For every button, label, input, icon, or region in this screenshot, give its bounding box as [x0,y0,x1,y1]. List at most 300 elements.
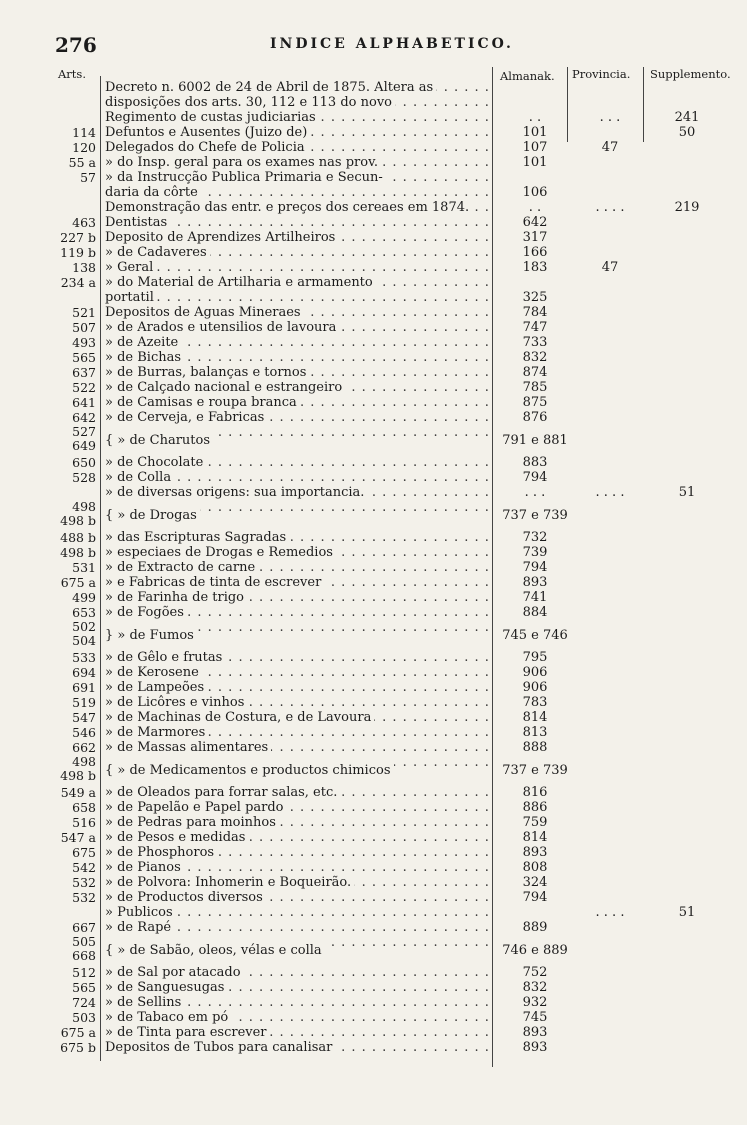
article-number: 641 [72,395,96,410]
article-number: 519 [72,695,96,710]
entry-label: » de Sellins [105,995,184,1010]
entry-text [101,470,489,485]
entry-text [101,245,489,260]
entry-label: Demonstração das entr. e preços dos cereaes em 1874. [105,200,472,215]
entry-label: » de Tabaco em pó [105,1010,231,1025]
supplemento-page [647,500,727,508]
entry-text [101,1010,489,1025]
table-row [0,485,747,500]
entry-text [101,185,489,200]
table-row [0,815,747,830]
supplemento-page: 219 [674,200,700,215]
table-row [0,800,747,815]
entry-text [101,800,489,815]
entry-text [101,125,489,140]
entry-label: » de Azeite [105,335,181,350]
entry-text [101,485,489,500]
almanak-page: 759 [522,815,548,830]
table-row [0,845,747,860]
entry-label: » de Papelão e Papel pardo [105,800,287,815]
article-number: 488 b [60,530,96,545]
entry-label: Defuntos e Ausentes (Juizo de) [105,125,310,140]
entry-label: » da Instrucção Publica Primaria e Secun- [105,170,386,185]
almanak-page: 324 [522,875,548,890]
article-number: 463 [72,215,96,230]
table-row [0,830,747,845]
article-number: 227 b [60,230,96,245]
entry-label: » de Cadaveres [105,245,210,260]
entry-label: » das Escripturas Sagradas [105,530,289,545]
almanak-page: 733 [522,335,548,350]
table-row [0,695,747,710]
entry-text [101,710,489,725]
almanak-page: 794 [522,890,548,905]
almanak-page: 816 [522,785,548,800]
article-number: 57 [80,170,96,185]
almanak-page: 317 [522,230,548,245]
table-row [0,1025,747,1040]
entry-label: » de Kerosene [105,665,202,680]
almanak-page: 794 [522,470,548,485]
table-row [0,665,747,680]
supplemento-page [647,935,727,943]
entry-label: » de Oleados para forrar salas, etc. [105,785,340,800]
entry-text [101,455,489,470]
supplemento-page: 241 [674,110,700,125]
entry-text [101,1025,489,1040]
supplemento-page: 50 [678,125,696,140]
almanak-page: 785 [522,380,548,395]
entry-text [101,875,489,890]
almanak-page: 739 [522,545,548,560]
entry-label: » de Phosphoros [105,845,217,860]
table-row [0,605,747,620]
provincia-page: . . . . [595,485,625,500]
entry-label: » de Camisas e roupa branca [105,395,300,410]
entry-label: { » de Sabão, oleos, vélas e colla [105,943,325,958]
almanak-page: 906 [522,665,548,680]
provincia-page [573,425,647,433]
entry-label: » de Marmores [105,725,208,740]
article-number: 516 [72,815,96,830]
entry-label: » de Arados e utensilios de lavoura [105,320,339,335]
entry-text [101,830,489,845]
almanak-page: 745 [522,1010,548,1025]
table-row [0,890,747,905]
provincia-page: 47 [601,140,619,155]
entry-text [101,395,489,410]
almanak-page: 741 [522,590,548,605]
almanak-page: 166 [522,245,548,260]
entry-text [101,845,489,860]
almanak-page: 642 [522,215,548,230]
entry-text [101,575,489,590]
article-number: 662 [72,740,96,755]
article-number: 498 498 b [60,499,96,528]
provincia-page [573,935,647,943]
table-row [0,1010,747,1025]
table-row [0,785,747,800]
almanak-page: 784 [522,305,548,320]
entry-text [101,200,489,215]
article-number: 521 [72,305,96,320]
table-row [0,710,747,725]
entry-label: daria da côrte [105,185,201,200]
table-row [0,230,747,245]
page-title: INDICE ALPHABETICO. [270,36,514,52]
provincia-page [573,620,647,628]
article-number: 542 [72,860,96,875]
table-row [0,860,747,875]
table-row [0,965,747,980]
entry-label: » Publicos [105,905,176,920]
entry-text [101,605,489,620]
entry-text [101,215,489,230]
article-number: 498 498 b [60,754,96,783]
almanak-page: 101 [522,125,548,140]
entry-label: } » de Fumos [105,628,197,643]
almanak-page: 746 e 889 [502,943,568,958]
table-row [0,560,747,575]
article-number: 691 [72,680,96,695]
entry-text [101,650,489,665]
page-number: 276 [55,33,97,57]
entry-text [101,260,489,275]
entry-text [101,695,489,710]
article-number: 724 [72,995,96,1010]
almanak-page: 832 [522,980,548,995]
article-number: 522 [72,380,96,395]
entry-label: » de Sal por atacado [105,965,244,980]
entry-text [101,110,489,125]
entry-label: » de Gêlo e frutas [105,650,225,665]
article-number: 507 [72,320,96,335]
article-number: 503 [72,1010,96,1025]
entry-text [101,290,489,305]
entry-label: » Geral [105,260,156,275]
entry-text [101,905,489,920]
entry-label: Regimento de custas judiciarias [105,110,319,125]
entry-label: » de Fogões [105,605,187,620]
entry-label: Depositos de Tubos para canalisar [105,1040,335,1055]
supplemento-page: 51 [678,485,696,500]
entry-text [101,305,489,320]
table-row [0,1040,747,1055]
almanak-page: 875 [522,395,548,410]
table-row [0,365,747,380]
table-row [0,350,747,365]
article-number: 531 [72,560,96,575]
table-row [0,500,747,530]
entry-label: portatil [105,290,157,305]
almanak-page: 889 [522,920,548,935]
entry-label: » de Rapé [105,920,174,935]
table-row [0,650,747,665]
article-number: 234 a [60,275,96,290]
provincia-page: 47 [601,260,619,275]
supplemento-page [647,425,727,433]
entry-text [101,410,489,425]
entry-text [101,95,489,110]
table-row [0,110,747,125]
almanak-page: . . [528,200,542,215]
entry-label: » de diversas origens: sua importancia. [105,485,367,500]
supplemento-page [647,620,727,628]
table-row [0,125,747,140]
entry-label: » de Pianos [105,860,184,875]
almanak-page: 884 [522,605,548,620]
almanak-page: . . . [524,485,546,500]
article-number: 532 [72,875,96,890]
entry-text [101,275,489,290]
article-number: 658 [72,800,96,815]
table-row [0,755,747,785]
provincia-page: . . . . [595,200,625,215]
table-row [0,875,747,890]
article-number: 502 504 [72,619,96,648]
table-row [0,155,747,170]
almanak-page: 832 [522,350,548,365]
entry-label: » de Tinta para escrever [105,1025,270,1040]
article-number: 667 [72,920,96,935]
article-number: 499 [72,590,96,605]
entry-label: disposições dos arts. 30, 112 e 113 do novo [105,95,395,110]
table-row [0,80,747,95]
article-number: 694 [72,665,96,680]
almanak-page: 745 e 746 [502,628,568,643]
entry-text [101,725,489,740]
entry-text [101,815,489,830]
entry-text [101,755,489,778]
entry-text [101,665,489,680]
table-row [0,680,747,695]
entry-label: » de Lampeões [105,680,207,695]
entry-text [101,425,489,448]
col-supplemento: Supplemento. [650,67,731,81]
entry-label: Deposito de Aprendizes Artilheiros [105,230,338,245]
table-row [0,395,747,410]
table-row [0,995,747,1010]
entry-label: » de Licôres e vinhos [105,695,247,710]
article-number: 528 [72,470,96,485]
almanak-page: 814 [522,830,548,845]
table-row [0,245,747,260]
entry-label: Depositos de Aguas Mineraes [105,305,304,320]
almanak-page: 888 [522,740,548,755]
article-number: 119 b [60,245,96,260]
entry-text [101,680,489,695]
entry-text [101,620,489,643]
entry-label: » de Chocolate [105,455,206,470]
almanak-page: 893 [522,1040,548,1055]
entry-label: » especiaes de Drogas e Remedios [105,545,336,560]
article-number: 533 [72,650,96,665]
entry-text [101,545,489,560]
almanak-page: 106 [522,185,548,200]
almanak-page: 813 [522,725,548,740]
almanak-page: 932 [522,995,548,1010]
entry-label: » de Extracto de carne [105,560,258,575]
entry-text [101,920,489,935]
entry-text [101,320,489,335]
almanak-page: 107 [522,140,548,155]
entry-text [101,1040,489,1055]
table-row [0,905,747,920]
almanak-page: 183 [522,260,548,275]
entry-text [101,500,489,523]
table-row [0,140,747,155]
article-number: 642 [72,410,96,425]
entry-text [101,785,489,800]
article-number: 675 a [60,575,96,590]
supplemento-page: 51 [678,905,696,920]
almanak-page: 906 [522,680,548,695]
table-row [0,170,747,185]
table-row [0,335,747,350]
table-row [0,575,747,590]
entry-text [101,80,489,95]
entry-label: » de Machinas de Costura, e de Lavoura [105,710,374,725]
table-row [0,620,747,650]
entry-label: » de Pesos e medidas [105,830,248,845]
col-arts: Arts. [58,67,86,81]
table-row [0,305,747,320]
entry-text [101,860,489,875]
almanak-page: 886 [522,800,548,815]
entry-label: » de Polvora: Inhomerin e Boqueirão. [105,875,354,890]
entry-label: Delegados do Chefe de Policia [105,140,308,155]
article-number: 675 b [60,1040,96,1055]
table-row [0,590,747,605]
index-table [0,80,747,1055]
article-number: 505 668 [72,934,96,963]
article-number: 675 [72,845,96,860]
col-almanak: Almanak. [500,69,555,83]
table-row [0,380,747,395]
almanak-page: 883 [522,455,548,470]
provincia-page: . . . [599,110,621,125]
article-number: 565 [72,350,96,365]
entry-label: » de Sanguesugas [105,980,227,995]
entry-label: » de Massas alimentares [105,740,271,755]
entry-text [101,155,489,170]
almanak-page: 325 [522,290,548,305]
provincia-page [573,755,647,763]
entry-label: { » de Drogas [105,508,200,523]
entry-label: » e Fabricas de tinta de escrever [105,575,324,590]
entry-text [101,980,489,995]
article-number: 532 [72,890,96,905]
article-number: 527 649 [72,424,96,453]
entry-label: » de Bichas [105,350,184,365]
entry-label: » de Productos diversos [105,890,266,905]
article-number: 547 [72,710,96,725]
provincia-page: . . . . [595,905,625,920]
entry-label: » do Material de Artilharia e armamento [105,275,376,290]
almanak-page: 893 [522,1025,548,1040]
almanak-page: 101 [522,155,548,170]
entry-label: » de Pedras para moinhos [105,815,279,830]
article-number: 493 [72,335,96,350]
almanak-page: 791 e 881 [502,433,568,448]
table-row [0,725,747,740]
article-number: 653 [72,605,96,620]
article-number: 55 a [68,155,96,170]
almanak-page: 874 [522,365,548,380]
entry-text [101,170,489,185]
almanak-page: . . [528,110,542,125]
table-row [0,470,747,485]
entry-label: » de Cerveja, e Fabricas [105,410,267,425]
article-number: 114 [72,125,96,140]
entry-label: » de Burras, balanças e tornos [105,365,309,380]
provincia-page [573,500,647,508]
article-number: 675 a [60,1025,96,1040]
almanak-page: 732 [522,530,548,545]
entry-label: » de Calçado nacional e estrangeiro [105,380,345,395]
table-row [0,980,747,995]
almanak-page: 752 [522,965,548,980]
almanak-page: 747 [522,320,548,335]
table-row [0,920,747,935]
almanak-page: 783 [522,695,548,710]
table-row [0,410,747,425]
entry-text [101,935,489,958]
almanak-page: 737 e 739 [502,763,568,778]
entry-text [101,335,489,350]
entry-label: » de Farinha de trigo [105,590,247,605]
table-row [0,185,747,200]
entry-label: { » de Medicamentos e productos chimicos [105,763,394,778]
almanak-page: 893 [522,845,548,860]
article-number: 546 [72,725,96,740]
entry-label: » do Insp. geral para os exames nas prov. [105,155,381,170]
table-row [0,95,747,110]
entry-text [101,230,489,245]
almanak-page: 795 [522,650,548,665]
col-provincia: Provincia. [572,67,631,81]
almanak-page: 737 e 739 [502,508,568,523]
entry-label: Dentistas [105,215,170,230]
almanak-page: 794 [522,560,548,575]
table-row [0,275,747,290]
almanak-page: 893 [522,575,548,590]
entry-text [101,365,489,380]
article-number: 650 [72,455,96,470]
article-number: 549 a [60,785,96,800]
table-row [0,200,747,215]
supplemento-page [647,755,727,763]
table-row [0,530,747,545]
entry-text [101,995,489,1010]
table-row [0,545,747,560]
article-number: 565 [72,980,96,995]
article-number: 138 [72,260,96,275]
entry-text [101,890,489,905]
table-row [0,935,747,965]
entry-text [101,740,489,755]
almanak-page: 876 [522,410,548,425]
article-number: 547 a [60,830,96,845]
entry-label: { » de Charutos [105,433,213,448]
entry-text [101,590,489,605]
table-row [0,215,747,230]
entry-text [101,140,489,155]
article-number: 637 [72,365,96,380]
entry-text [101,530,489,545]
table-row [0,740,747,755]
entry-text [101,560,489,575]
